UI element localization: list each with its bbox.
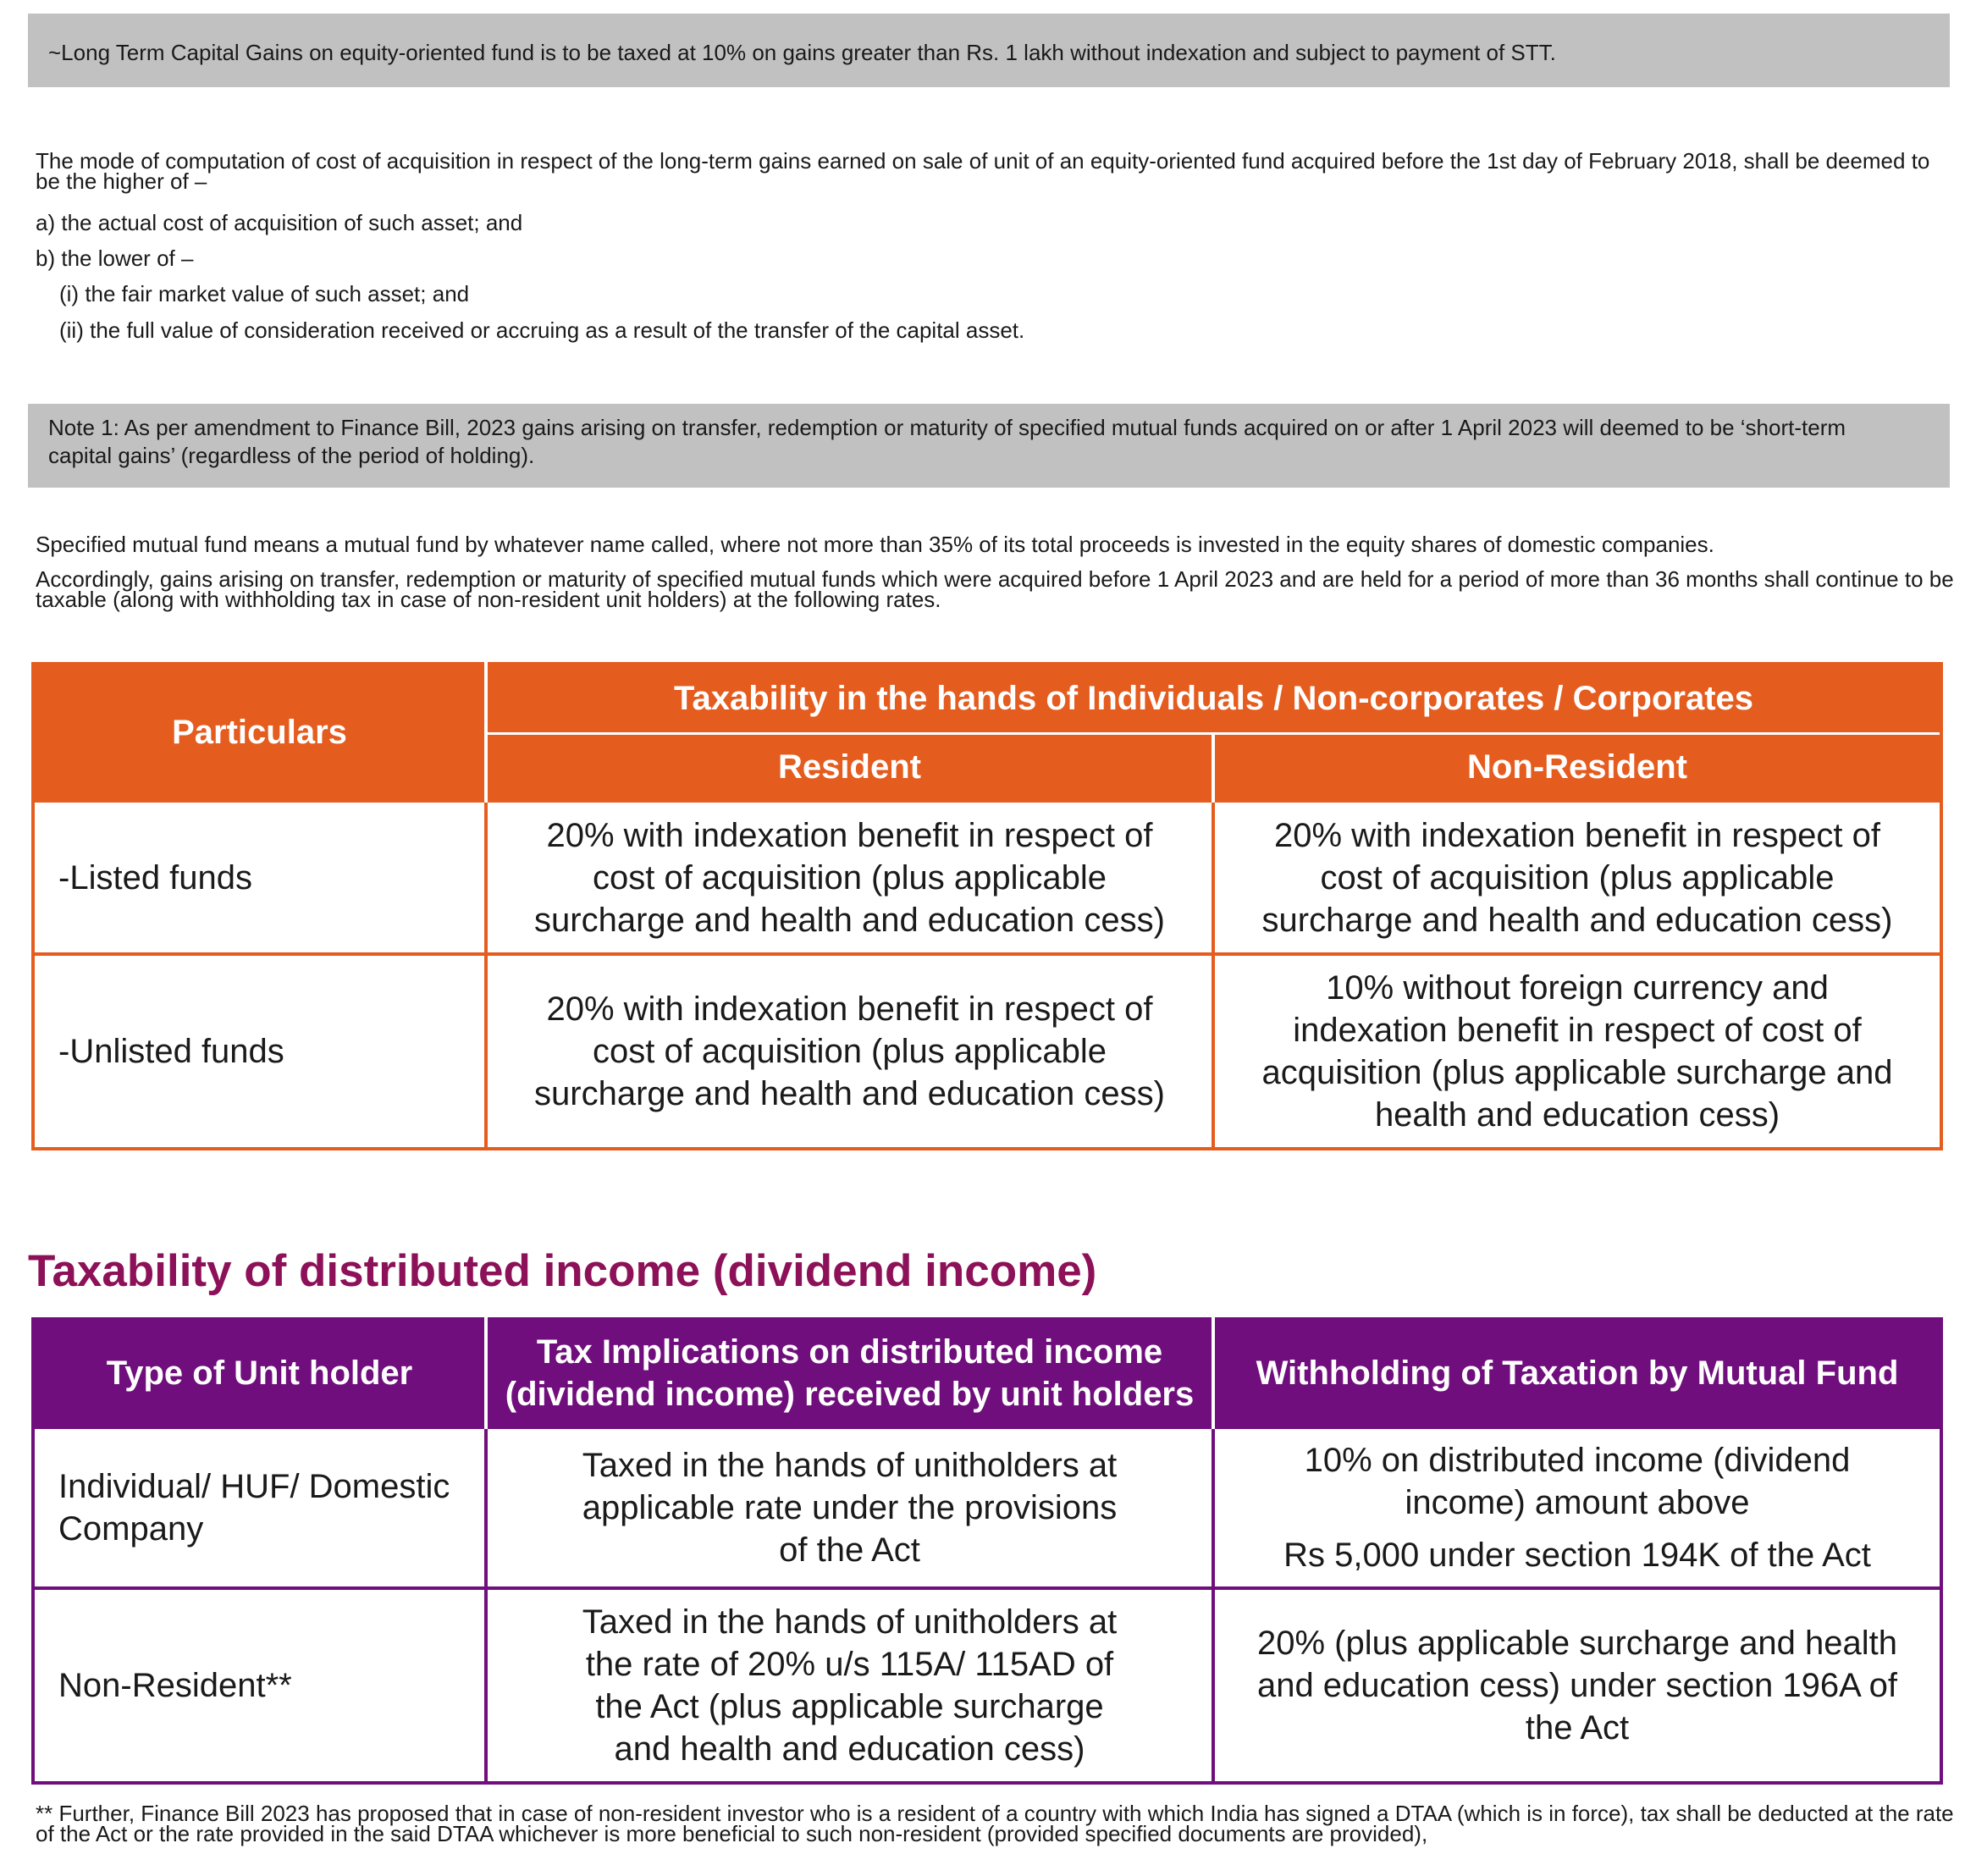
- header-non-resident: Non-Resident: [1213, 733, 1941, 801]
- capital-gains-table: [31, 662, 1943, 1150]
- row-particular: -Listed funds: [33, 801, 486, 954]
- row-resident: 20% with indexation benefit in respect of cost of acquisition (plus applicable surcharge and health and education cess): [486, 801, 1213, 954]
- row-withholding: [1213, 1427, 1941, 1588]
- ltcg-note-text: ~Long Term Capital Gains on equity-oriented fund is to be taxed at 10% on gains greater than Rs. 1 lakh without indexation and subject to payment of STT.: [48, 40, 1556, 65]
- table-row: [33, 1588, 1941, 1783]
- table-row: [33, 801, 1941, 954]
- computation-item-b: b) the lower of –: [36, 246, 194, 271]
- header-taxability-group: Taxability in the hands of Individuals / Non-corporates / Corporates: [486, 664, 1941, 733]
- withholding-line-1: 10% on distributed income (dividend income) amount above: [1304, 1442, 1851, 1521]
- row-tax-implications: Taxed in the hands of unitholders at applicable rate under the provisions of the Act: [486, 1427, 1213, 1588]
- table-row: [33, 1427, 1941, 1588]
- computation-item-b-i: (i) the fair market value of such asset; and: [59, 281, 470, 306]
- withholding-line-2: Rs 5,000 under section 194K of the Act: [1283, 1537, 1871, 1574]
- header-particulars: Particulars: [33, 664, 486, 801]
- row-particular: -Unlisted funds: [33, 954, 486, 1149]
- ltcg-note-box: [28, 14, 1950, 87]
- specified-fund-accordingly: Accordingly, gains arising on transfer, redemption or maturity of specified mutual funds which were acquired before 1 April 2023 and are held for a period of more than 36 months shall continue to be taxable (along with withholding tax in case of non-resident unit holders) at the following rates.: [36, 566, 1954, 612]
- row-unit-holder-type: Individual/ HUF/ Domestic Company: [33, 1427, 486, 1588]
- note1-box: [28, 404, 1950, 488]
- header-type-of-unit-holder: Type of Unit holder: [33, 1319, 486, 1427]
- computation-item-b-ii: (ii) the full value of consideration received or accruing as a result of the transfer of the capital asset.: [59, 317, 1025, 343]
- computation-item-a: a) the actual cost of acquisition of such asset; and: [36, 210, 523, 235]
- dividend-table: [31, 1317, 1943, 1785]
- row-non-resident: 10% without foreign currency and indexation benefit in respect of cost of acquisition (plus applicable surcharge and health and education cess): [1213, 954, 1941, 1149]
- row-resident: 20% with indexation benefit in respect of cost of acquisition (plus applicable surcharge and health and education cess): [486, 954, 1213, 1149]
- table-row: [33, 954, 1941, 1149]
- header-tax-implications: Tax Implications on distributed income (dividend income) received by unit holders: [486, 1319, 1213, 1427]
- row-tax-implications: Taxed in the hands of unitholders at the rate of 20% u/s 115A/ 115AD of the Act (plus applicable surcharge and health and education cess): [486, 1588, 1213, 1783]
- header-withholding: Withholding of Taxation by Mutual Fund: [1213, 1319, 1941, 1427]
- row-unit-holder-type: Non-Resident**: [33, 1588, 486, 1783]
- computation-intro: The mode of computation of cost of acquisition in respect of the long-term gains earned on sale of unit of an equity-oriented fund acquired before the 1st day of February 2018, shall be deemed to be the higher of –: [36, 148, 1930, 194]
- dividend-section-heading: Taxability of distributed income (dividend income): [28, 1246, 1097, 1296]
- row-non-resident: 20% with indexation benefit in respect of cost of acquisition (plus applicable surcharge and health and education cess): [1213, 801, 1941, 954]
- note1-text: Note 1: As per amendment to Finance Bill, 2023 gains arising on transfer, redemption or maturity of specified mutual funds acquired on or after 1 April 2023 will deemed to be ‘short-term capital gains’ (regardless of the period of holding).: [48, 415, 1846, 468]
- header-resident: Resident: [486, 733, 1213, 801]
- footnote: ** Further, Finance Bill 2023 has proposed that in case of non-resident investor who is a resident of a country with which India has signed a DTAA (which is in force), tax shall be deducted at the rate of the Act or the rate provided in the said DTAA whichever is more beneficial to such non-resident (provided specified documents are provided),: [36, 1801, 1954, 1846]
- row-withholding: 20% (plus applicable surcharge and health and education cess) under section 196A of the Act: [1213, 1588, 1941, 1783]
- specified-fund-definition: Specified mutual fund means a mutual fund by whatever name called, where not more than 35% of its total proceeds is invested in the equity shares of domestic companies.: [36, 532, 1714, 557]
